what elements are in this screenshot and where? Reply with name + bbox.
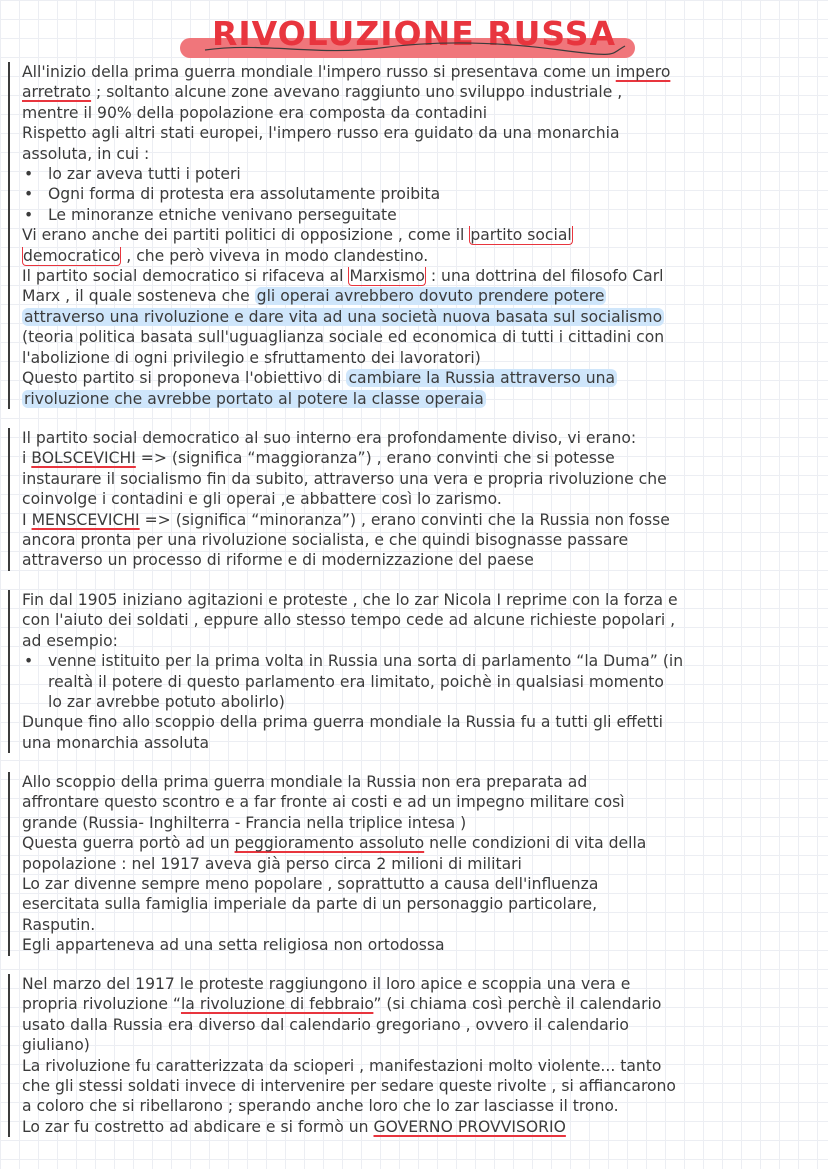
highlighted-text: cambiare la Russia attraverso una [348, 369, 616, 388]
highlighted-text: gli operai avrebbero dovuto prendere potere [256, 287, 605, 306]
section-1905: Fin dal 1905 iniziano agitazioni e proteste , che lo zar Nicola I reprime con la forza e con l'aiuto dei soldati , eppure allo stesso tempo cede ad alcune richieste popolari , ad esempio: • venne istituito per la prima volta in Russia una sorta di parlamento “la Duma” (in realtà il potere di questo parlamento era limitato, poichè in qualsiasi momento lo zar avrebbe potuto abolirlo) Dunque fino allo scoppio della prima guerra mondiale la Russia fu a tutti gli effetti una monarchia assoluta [8, 590, 827, 753]
boxed-term: partito social [470, 226, 572, 245]
underlined-term: impero [615, 63, 671, 81]
underlined-term: BOLSCEVICHI [31, 449, 136, 468]
title-scribble-decoration [200, 32, 630, 62]
section-intro: All'inizio della prima guerra mondiale l'impero russo si presentava come un impero arretrato ; soltanto alcune zone avevano raggiunto uno sviluppo industriale , mentre il 90% della popolazione era composta da contadini Rispetto agli altri stati europei, l'impero russo era guidato da una monarchia assoluta, in cui : • lo zar aveva tutti i poteri • Ogni forma di protesta era assolutamente proibita • Le minoranze etniche venivano perseguitate Vi erano anche dei partiti politici di opposizione , come il partito social democratico , che però viveva in modo clandestino. Il partito social democratico si rifaceva al Marxismo : una dottrina del filosofo Carl Marx , il quale sosteneva che gli operai avrebbero dovuto prendere potere attraverso una rivoluzione e dare vita ad una società nuova basata sul socialismo (teoria politica basata sull'uguaglianza sociale ed economica di tutti i cittadini con l'abolizione di ogni privilegio e sfruttamento dei lavoratori) Questo partito si proponeva l'obiettivo di cambiare la Russia attraverso una rivoluzione che avrebbe portato al potere la classe operaia [8, 62, 827, 409]
section-war: Allo scoppio della prima guerra mondiale la Russia non era preparata ad affrontare questo scontro e a far fronte ai costi e ad un impegno militare così grande (Russia- Inghilterra - Francia nella triplice intesa ) Questa guerra portò ad un peggioramento assoluto nelle condizioni di vita della popolazione : nel 1917 aveva già perso circa 2 milioni di militari Lo zar divenne sempre meno popolare , soprattutto a causa dell'influenza esercitata sulla famiglia imperiale da parte di un personaggio particolare, Rasputin. Egli apparteneva ad una setta religiosa non ortodossa [8, 772, 827, 956]
list-item: • venne istituito per la prima volta in Russia una sorta di parlamento “la Duma” (in [22, 651, 827, 671]
list-item: • Ogni forma di protesta era assolutamente proibita [22, 184, 827, 204]
list-item: • lo zar aveva tutti i poteri [22, 164, 827, 184]
highlighted-text: rivoluzione che avrebbe portato al potere la classe operaia [24, 389, 484, 408]
highlighted-text: attraverso una rivoluzione e dare vita ad una società nuova basata sul socialismo [24, 307, 663, 326]
underlined-term: MENSCEVICHI [31, 510, 140, 529]
underlined-term: peggioramento assoluto [234, 834, 425, 853]
boxed-term: democratico [23, 246, 121, 265]
underlined-term: la rivoluzione di febbraio [180, 995, 374, 1014]
list-item: • Le minoranze etniche venivano perseguitate [22, 205, 827, 225]
boxed-term: Marxismo [349, 267, 425, 286]
section-february-revolution: Nel marzo del 1917 le proteste raggiungono il loro apice e scoppia una vera e propria rivoluzione “la rivoluzione di febbraio” (si chiama così perchè il calendario usato dalla Russia era diverso dal calendario gregoriano , ovvero il calendario giuliano) La rivoluzione fu caratterizzata da scioperi , manifestazioni molto violente... tanto che gli stessi soldati invece di intervenire per sedare queste rivolte , si affiancarono a coloro che si ribellarono ; sperando anche loro che lo zar lasciasse il trono. Lo zar fu costretto ad abdicare e si formò un GOVERNO PROVVISORIO [8, 974, 827, 1137]
page-title: RIVOLUZIONE RUSSA [211, 14, 617, 53]
section-factions: Il partito social democratico al suo interno era profondamente diviso, vi erano: i BOLSCEVICHI => (significa “maggioranza”) , erano convinti che si potesse instaurare il socialismo fin da subito, attraverso una vera e propria rivoluzione che coinvolge i contadini e gli operai ,e abbattere così lo zarismo. I MENSCEVICHI => (significa “minoranza”) , erano convinti che la Russia non fosse ancora pronta per una rivoluzione socialista, e che quindi bisognasse passare attraverso un processo di riforme e di modernizzazione del paese [8, 428, 827, 571]
underlined-term: GOVERNO PROVVISORIO [373, 1117, 566, 1136]
title-block [0, 8, 828, 60]
underlined-term: arretrato [22, 83, 92, 102]
